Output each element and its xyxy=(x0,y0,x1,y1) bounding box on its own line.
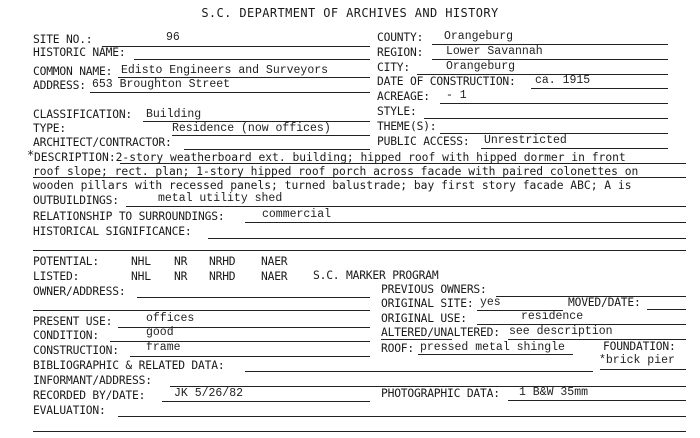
description-line-2: roof slope; rect. plan; 1-story hipped roof porch across facade with paired colonettes on xyxy=(33,165,639,178)
owner-address-line-2 xyxy=(33,310,370,311)
form-title: S.C. DEPARTMENT OF ARCHIVES AND HISTORY xyxy=(201,6,499,20)
description-line-3: wooden pillars with recessed panels; turned balustrade; bay first story facade ABC; A is xyxy=(33,179,632,192)
relationship-line xyxy=(245,222,686,223)
architect-label: ARCHITECT/CONTRACTOR: xyxy=(33,136,172,149)
original-use-value: residence xyxy=(521,310,584,323)
site-no-label: SITE NO.: xyxy=(33,33,93,46)
city-value: Orangeburg xyxy=(446,60,516,73)
address-value: 653 Broughton Street xyxy=(92,78,231,91)
outbuildings-label: OUTBUILDINGS: xyxy=(33,194,119,207)
original-site-label: ORIGINAL SITE: xyxy=(381,297,474,310)
informant-label: INFORMANT/ADDRESS: xyxy=(33,374,152,387)
potential-label: POTENTIAL: xyxy=(33,255,100,268)
listed-naer: NAER xyxy=(261,270,288,283)
classification-label: CLASSIFICATION: xyxy=(33,108,133,121)
architect-line xyxy=(184,149,370,150)
acreage-label: ACREAGE: xyxy=(377,90,430,103)
outbuildings-line xyxy=(126,206,686,207)
potential-nhl: NHL xyxy=(131,255,151,268)
address-line xyxy=(90,92,370,93)
theme-label: THEME(S): xyxy=(377,120,437,133)
photographic-value: 1 B&W 35mm xyxy=(519,386,589,399)
evaluation-line xyxy=(118,416,686,417)
address-label: ADDRESS: xyxy=(33,79,86,92)
historical-significance-line xyxy=(208,238,686,239)
listed-label: LISTED: xyxy=(33,270,80,283)
date-construction-value: ca. 1915 xyxy=(535,74,591,87)
recorded-line xyxy=(162,401,370,402)
listed-nhl: NHL xyxy=(131,270,151,283)
altered-label: ALTERED/UNALTERED: xyxy=(381,326,500,339)
region-label: REGION: xyxy=(377,46,424,59)
region-value: Lower Savannah xyxy=(446,45,543,58)
relationship-label: RELATIONSHIP TO SURROUNDINGS: xyxy=(33,210,225,223)
evaluation-line-2 xyxy=(33,431,686,432)
photographic-label: PHOTOGRAPHIC DATA: xyxy=(381,387,500,400)
type-label: TYPE: xyxy=(33,122,67,135)
foundation-line xyxy=(600,369,686,370)
date-construction-label: DATE OF CONSTRUCTION: xyxy=(377,75,516,88)
potential-nrhd: NRHD xyxy=(209,255,236,268)
common-name-label: COMMON NAME: xyxy=(33,65,113,78)
listed-nrhd: NRHD xyxy=(209,270,236,283)
condition-value: good xyxy=(146,326,174,339)
style-label: STYLE: xyxy=(377,105,417,118)
county-value: Orangeburg xyxy=(444,30,514,43)
marker-program: S.C. MARKER PROGRAM xyxy=(313,269,439,282)
altered-value: see description xyxy=(509,325,613,338)
roof-label: ROOF: xyxy=(381,342,415,355)
foundation-value: *brick pier xyxy=(599,354,675,367)
date-construction-line xyxy=(531,88,668,89)
recorded-value: JK 5/26/82 xyxy=(174,387,244,400)
potential-naer: NAER xyxy=(261,255,288,268)
historical-significance-line-2 xyxy=(33,250,686,251)
recorded-label: RECORDED BY/DATE: xyxy=(33,389,146,402)
present-use-label: PRESENT USE: xyxy=(33,315,113,328)
acreage-line xyxy=(440,103,668,104)
city-label: CITY: xyxy=(377,61,411,74)
classification-value: Building xyxy=(146,108,202,121)
original-use-label: ORIGINAL USE: xyxy=(381,312,467,325)
owner-address-line xyxy=(137,297,370,298)
foundation-label: FOUNDATION: xyxy=(603,340,676,353)
type-line xyxy=(172,135,370,136)
acreage-value: - 1 xyxy=(446,89,467,102)
owner-address-label: OWNER/ADDRESS: xyxy=(33,285,126,298)
potential-nr: NR xyxy=(174,255,188,268)
roof-line xyxy=(418,354,573,355)
description-underline-2 xyxy=(33,177,686,178)
style-line xyxy=(424,118,668,119)
historic-name-line xyxy=(134,59,370,60)
outbuildings-value: metal utility shed xyxy=(158,192,283,205)
type-value: Residence (now offices) xyxy=(172,122,331,135)
moved-date-label: MOVED/DATE: xyxy=(568,296,641,309)
public-access-value: Unrestricted xyxy=(484,134,567,147)
evaluation-label: EVALUATION: xyxy=(33,404,106,417)
site-no-value: 96 xyxy=(166,31,180,44)
previous-owners-label: PREVIOUS OWNERS: xyxy=(381,283,487,296)
condition-label: CONDITION: xyxy=(33,329,100,342)
description-star: * xyxy=(27,148,35,162)
site-no-line xyxy=(102,46,370,47)
public-access-line xyxy=(481,148,668,149)
county-label: COUNTY: xyxy=(377,31,424,44)
description-text-1: 2-story weatherboard ext. building; hipped roof with hipped dormer in front xyxy=(115,151,626,164)
construction-line xyxy=(130,356,370,357)
original-site-value: yes xyxy=(480,296,501,309)
altered-underline xyxy=(381,339,452,340)
listed-nr: NR xyxy=(174,270,188,283)
present-use-value: offices xyxy=(146,312,195,325)
relationship-value: commercial xyxy=(262,208,332,221)
photographic-line xyxy=(508,400,686,401)
moved-date-line xyxy=(647,309,686,310)
construction-label: CONSTRUCTION: xyxy=(33,344,119,357)
description-label: DESCRIPTION: xyxy=(34,151,116,164)
roof-value: pressed metal shingle xyxy=(420,341,565,354)
historic-name-label: HISTORIC NAME: xyxy=(33,46,126,59)
historical-significance-label: HISTORICAL SIGNIFICANCE: xyxy=(33,225,192,238)
common-name-value: Edisto Engineers and Surveyors xyxy=(121,64,329,77)
bibliographic-label: BIBLIOGRAPHIC & RELATED DATA: xyxy=(33,359,225,372)
description-underline-1 xyxy=(120,163,686,164)
construction-value: frame xyxy=(146,341,181,354)
bibliographic-line xyxy=(245,371,593,372)
public-access-label: PUBLIC ACCESS: xyxy=(377,135,470,148)
